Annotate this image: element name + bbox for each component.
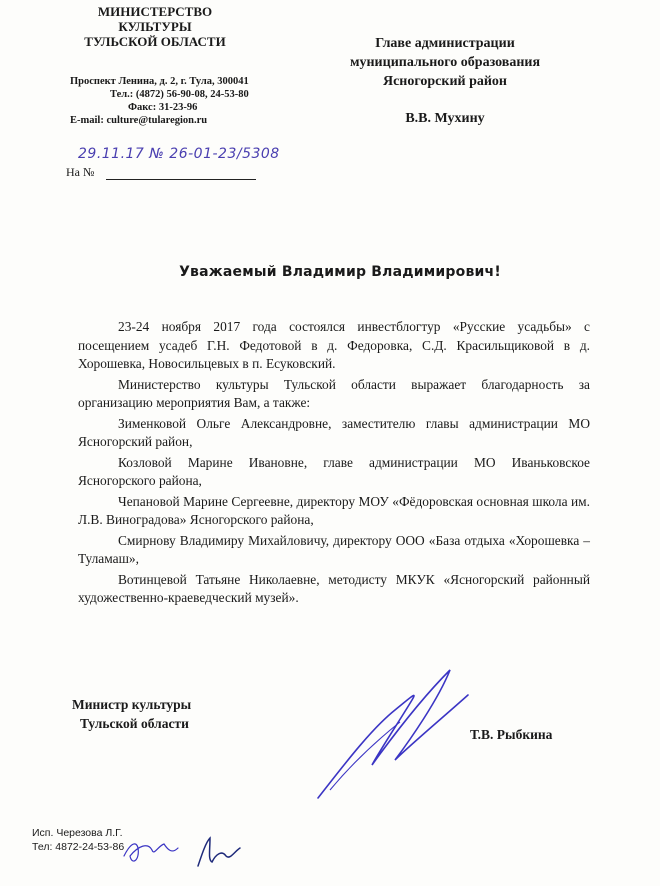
- executor-block: [32, 826, 124, 854]
- recipient-line: Ясногорский район: [382, 74, 508, 89]
- registration-number-handwritten: 29.11.17 № 26-01-23/5308: [78, 146, 280, 162]
- ministry-name-line: КУЛЬТУРЫ: [118, 19, 192, 34]
- recipient-line: муниципального образования: [349, 55, 541, 70]
- email: E-mail: culture@tularegion.ru: [70, 115, 208, 126]
- body-paragraph: Козловой Марине Ивановне, главе администрации МО Иваньковское Ясногорского района,: [78, 454, 590, 488]
- ministry-name: [70, 4, 240, 49]
- recipient-line: Главе администрации: [375, 36, 515, 51]
- reply-label: На №: [66, 165, 95, 179]
- position-line: Тульской области: [80, 716, 189, 731]
- signer-name: Т.В. Рыбкина: [470, 727, 553, 742]
- fax: Факс: 31-23-96: [128, 102, 198, 113]
- body-paragraph: 23-24 ноября 2017 года состоялся инвестблогтур «Русские усадьбы» с посещением усадеб Г.Н. Федотовой в д. Федоровка, С.Д. Красильщиковой в д. Хорошевка, Новосильцевых в п. Есуковский.: [78, 319, 590, 371]
- body-paragraph: Зименковой Ольге Александровне, заместителю главы администрации МО Ясногорский район,: [78, 415, 590, 449]
- salutation: Уважаемый Владимир Владимирович!: [179, 264, 501, 280]
- body-paragraph: Смирнову Владимиру Михайловичу, директору ООО «База отдыха «Хорошевка – Туламаш»,: [78, 532, 590, 566]
- contact-block: [70, 75, 270, 127]
- recipient-block: [325, 34, 565, 128]
- executor-name: Исп. Черезова Л.Г.: [32, 827, 123, 839]
- letterhead: [70, 4, 270, 127]
- phone: Тел.: (4872) 56-90-08, 24-53-80: [110, 89, 249, 100]
- minister-signature: [300, 660, 480, 810]
- reply-reference: [66, 165, 356, 180]
- ministry-name-line: ТУЛЬСКОЙ ОБЛАСТИ: [84, 34, 226, 49]
- address: Проспект Ленина, д. 2, г. Тула, 300041: [70, 76, 249, 87]
- reply-number-line: [106, 167, 256, 180]
- position-line: Министр культуры: [72, 697, 192, 712]
- signatory-position: [72, 695, 191, 733]
- registration-block: [66, 146, 356, 180]
- body-paragraph: Вотинцевой Татьяне Николаевне, методисту МКУК «Ясногорский районный художественно-краеведческий музей».: [78, 571, 590, 605]
- letter-body: [78, 318, 590, 610]
- body-paragraph: Чепановой Марине Сергеевне, директору МОУ «Фёдоровская основная школа им. Л.В. Виноградова» Ясногорского района,: [78, 493, 590, 527]
- ministry-name-line: МИНИСТЕРСТВО: [97, 4, 213, 19]
- recipient-name: В.В. Мухину: [405, 111, 485, 126]
- approval-signatures: [118, 826, 248, 876]
- body-paragraph: Министерство культуры Тульской области выражает благодарность за организацию мероприятия Вам, а также:: [78, 376, 590, 410]
- executor-phone: Тел: 4872-24-53-86: [32, 841, 125, 853]
